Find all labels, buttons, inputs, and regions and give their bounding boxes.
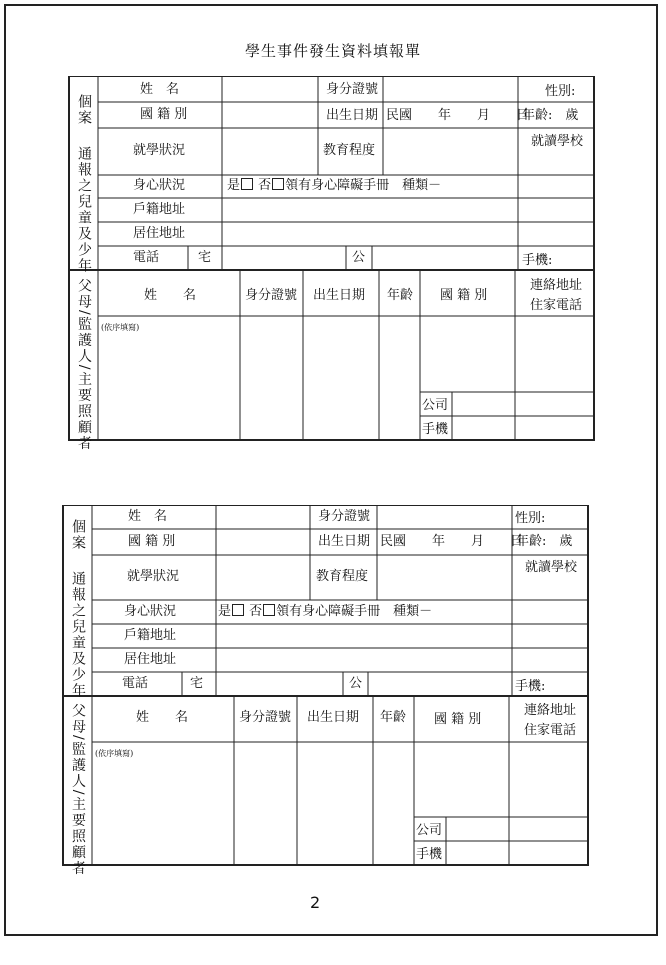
residence-address-label: 居住地址 (133, 226, 186, 241)
phone-label: 電話 (133, 250, 160, 265)
guardian-contact-addr-header: 連絡地址 (530, 278, 583, 293)
id-label: 身分證號 (326, 82, 379, 97)
report-form-2 (0, 505, 660, 965)
side-label-case: 個案 (70, 519, 86, 551)
phone-label: 電話 (122, 676, 149, 691)
mobile-label: 手機: (522, 253, 553, 268)
guardian-birth-header: 出生日期 (313, 288, 366, 303)
guardian-age-header: 年齡 (380, 710, 407, 725)
side-label-guardian: 父母/監護人/主要照顧者 (70, 703, 86, 877)
fill-order-note: (依序填寫) (101, 323, 140, 332)
name-label: 姓 名 (140, 82, 180, 97)
guardian-name-header: 姓 名 (136, 710, 189, 725)
yes-checkbox[interactable] (241, 178, 253, 190)
home-label: 宅 (190, 676, 204, 691)
school-attending-label: 就讀學校 (525, 560, 578, 575)
birth-date-label: 出生日期 (318, 534, 371, 549)
nationality-label: 國 籍 別 (140, 107, 188, 122)
side-label-child: 通報之兒童及少年 (70, 571, 86, 699)
no-checkbox[interactable] (263, 604, 275, 616)
form-title: 學生事件發生資料填報單 (244, 42, 421, 60)
education-label: 教育程度 (316, 569, 369, 584)
guardian-id-header: 身分證號 (245, 288, 298, 303)
roc-date: 民國 年 月 日 (380, 534, 524, 549)
name-label: 姓 名 (128, 509, 168, 524)
guardian-birth-header: 出生日期 (307, 710, 360, 725)
education-label: 教育程度 (323, 143, 376, 158)
report-form-1 (0, 76, 666, 536)
guardian-age-header: 年齡 (387, 288, 414, 303)
guardian-nationality-header: 國 籍 別 (434, 712, 482, 727)
age-label: 年齡: 歲 (522, 108, 579, 123)
registered-address-label: 戶籍地址 (124, 628, 177, 643)
registered-address-label: 戶籍地址 (133, 202, 186, 217)
school-status-label: 就學狀況 (133, 143, 186, 158)
home-label: 宅 (198, 250, 212, 265)
nationality-label: 國 籍 別 (128, 534, 176, 549)
cellphone-label: 手機 (422, 422, 449, 437)
company-label: 公司 (416, 823, 443, 838)
mental-status-label: 身心狀況 (124, 604, 177, 619)
guardian-home-phone-header: 住家電話 (524, 723, 577, 738)
page-number: 2 (310, 893, 321, 912)
form-grid-1 (0, 76, 666, 448)
residence-address-label: 居住地址 (124, 652, 177, 667)
cellphone-label: 手機 (416, 847, 443, 862)
office-label: 公 (349, 676, 363, 691)
school-attending-label: 就讀學校 (531, 134, 584, 149)
yes-checkbox[interactable] (232, 604, 244, 616)
guardian-name-header: 姓 名 (144, 288, 197, 303)
disability-options: 是 否 領有身心障礙手冊 種類－ (218, 604, 433, 619)
fill-order-note: (依序填寫) (95, 749, 134, 758)
company-label: 公司 (422, 398, 449, 413)
roc-date: 民國 年 月 日 (386, 108, 530, 123)
office-label: 公 (352, 250, 366, 265)
gender-label: 性別: (515, 511, 546, 526)
side-label-case: 個案 (76, 94, 92, 126)
guardian-contact-addr-header: 連絡地址 (524, 703, 577, 718)
gender-label: 性別: (545, 84, 576, 99)
disability-options: 是 否 領有身心障礙手冊 種類－ (227, 178, 442, 193)
side-label-child: 通報之兒童及少年 (76, 146, 92, 274)
guardian-home-phone-header: 住家電話 (530, 298, 583, 313)
id-label: 身分證號 (318, 509, 371, 524)
age-label: 年齡: 歲 (516, 534, 573, 549)
guardian-id-header: 身分證號 (239, 710, 292, 725)
birth-date-label: 出生日期 (326, 108, 379, 123)
mental-status-label: 身心狀況 (133, 178, 186, 193)
school-status-label: 就學狀況 (127, 569, 180, 584)
side-label-guardian: 父母/監護人/主要照顧者 (76, 278, 92, 452)
no-checkbox[interactable] (272, 178, 284, 190)
guardian-nationality-header: 國 籍 別 (440, 288, 488, 303)
mobile-label: 手機: (515, 679, 546, 694)
